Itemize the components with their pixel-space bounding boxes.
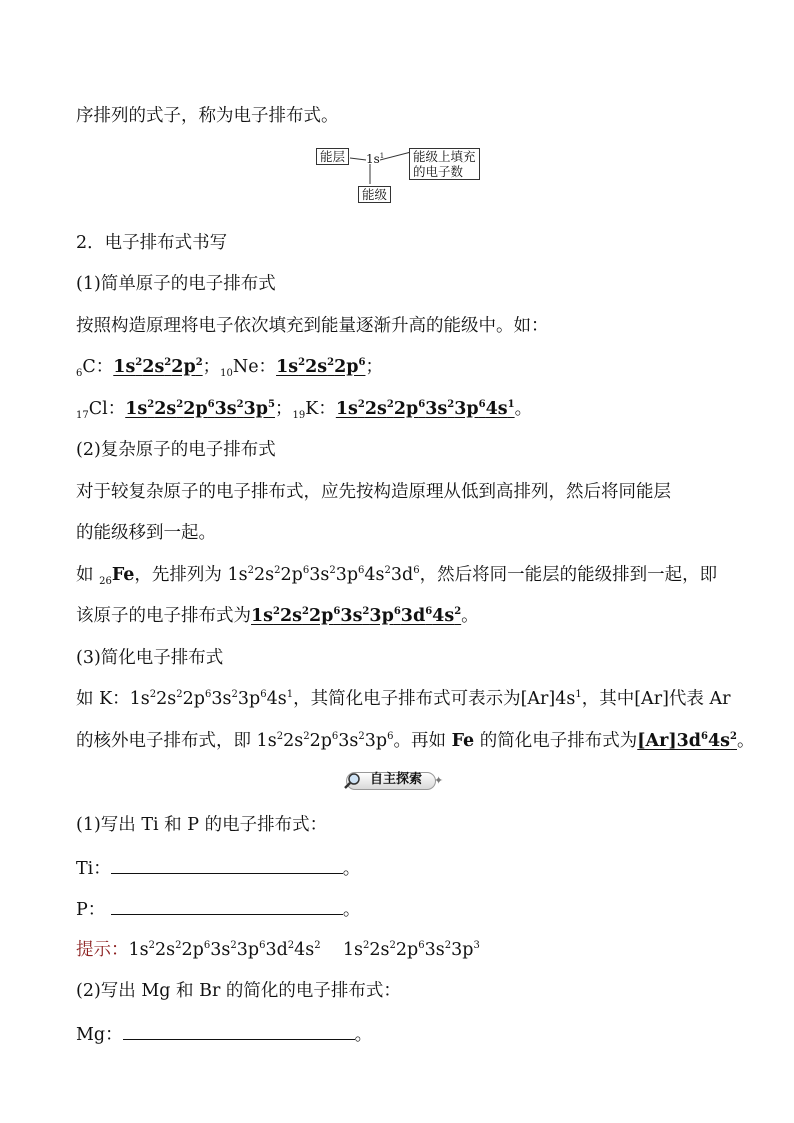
fe-example-1: 如 $_{26}$Fe，先排列为 $1s^22s^22p^63s^23p^64s^23d^6$，然后将同一能层的能级排到一起，即 xyxy=(76,565,718,587)
sub3-title: (3)简化电子排布式 xyxy=(76,648,224,668)
q2-title: (2)写出 Mg 和 Br 的简化的电子排布式： xyxy=(76,981,401,1001)
q1-title: (1)写出 Ti 和 P 的电子排布式： xyxy=(76,815,328,835)
sub2-title: (2)复杂原子的电子排布式 xyxy=(76,440,276,460)
sub1-text: 按照构造原理将电子依次填充到能量逐渐升高的能级中。如： xyxy=(76,316,549,336)
k-simplified-2: 的核外电子排布式，即 $1s^22s^22p^63s^23p^6$。再如 Fe 的简化电子排布式为$[Ar]3d^64s^2$。 xyxy=(76,731,755,751)
magnifier-icon xyxy=(342,771,364,791)
example-cl-k: $_{17}$Cl：$1s^22s^22p^63s^23p^5$；$_{19}$K：$1s^22s^22p^63s^23p^64s^1$。 xyxy=(76,399,533,421)
k-simplified-1: 如 K：$1s^22s^22p^63s^23p^64s^1$，其简化电子排布式可表示为$[Ar]4s^1$，其中[Ar]代表 Ar xyxy=(76,689,731,709)
label-energy-level: 能级 xyxy=(358,186,391,203)
orbital-symbol: $1s^1$ xyxy=(366,152,385,166)
fe-example-2: 该原子的电子排布式为$1s^22s^22p^63s^23p^63d^64s^2$。 xyxy=(76,606,479,626)
intro-line: 序排列的式子，称为电子排布式。 xyxy=(76,106,339,126)
self-explore-badge xyxy=(340,770,448,792)
label-energy-layer: 能层 xyxy=(316,148,349,165)
sub1-title: (1)简单原子的电子排布式 xyxy=(76,274,276,294)
example-c-ne: $_6$C：$1s^22s^22p^2$；$_{10}$Ne：$1s^22s^22p^6$； xyxy=(76,357,383,379)
sub2-text-2: 的能级移到一起。 xyxy=(76,523,216,543)
badge-label: 自主探索 xyxy=(370,772,423,787)
section2-title: 2．电子排布式书写 xyxy=(76,233,228,253)
label-electron-count: 能级上填充 的电子数 xyxy=(409,148,480,180)
badge-tail-icon: ✦ xyxy=(434,774,444,787)
ti-answer-blank[interactable] xyxy=(111,855,343,874)
q1-ti-line: Ti： 。 xyxy=(76,855,360,881)
hint-line: 提示：$1s^22s^22p^63s^23p^63d^24s^2$ $1s^22s^22p^63s^23p^3$ xyxy=(76,940,480,960)
electron-config-diagram xyxy=(316,146,486,206)
q2-mg-line: Mg： 。 xyxy=(76,1021,372,1047)
sub2-text-1: 对于较复杂原子的电子排布式，应先按构造原理从低到高排列，然后将同能层 xyxy=(76,482,671,502)
mg-answer-blank[interactable] xyxy=(123,1021,355,1040)
p-answer-blank[interactable] xyxy=(111,896,343,915)
q1-p-line: P： 。 xyxy=(76,896,360,922)
